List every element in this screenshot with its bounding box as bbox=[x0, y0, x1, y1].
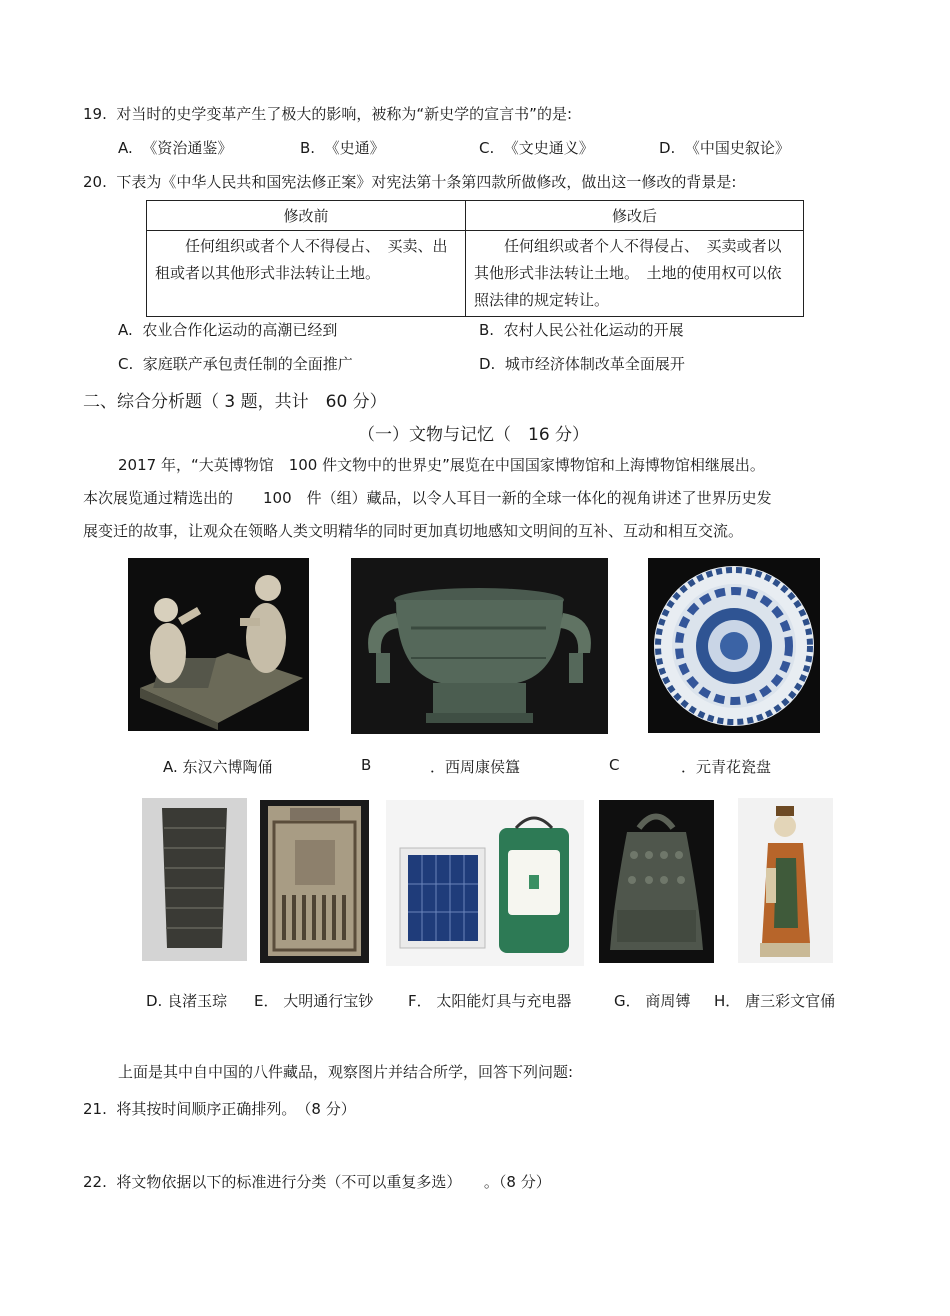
caption-b bbox=[361, 756, 371, 774]
photo-ming-banknote bbox=[260, 800, 369, 963]
intro-line-3: 展变迁的故事，让观众在领略人类文明精华的同时更加真切地感知文明间的互补、互动和相互交流。 bbox=[83, 522, 744, 540]
caption-f bbox=[408, 990, 571, 1011]
caption-letter: F． bbox=[408, 992, 432, 1010]
option-text: 《文史通义》 bbox=[503, 139, 594, 157]
caption-name: 太阳能灯具与充电器 bbox=[436, 992, 572, 1010]
caption-g bbox=[614, 990, 690, 1011]
ming-banknote-image bbox=[260, 800, 369, 963]
solar-lamp-image bbox=[386, 800, 584, 966]
tang-sancai-official-image bbox=[738, 798, 833, 963]
option-letter: A. bbox=[118, 321, 133, 339]
table-header-before: 修改前 bbox=[147, 201, 466, 231]
q22 bbox=[83, 1171, 551, 1192]
caption-c bbox=[609, 756, 619, 774]
option-letter: B. bbox=[479, 321, 495, 339]
jade-cong-image bbox=[142, 798, 247, 961]
caption-letter: B bbox=[361, 756, 372, 774]
option-letter: C. bbox=[479, 139, 495, 157]
caption-name: 商周镈 bbox=[645, 992, 691, 1010]
q20-option-c bbox=[118, 353, 353, 374]
option-letter: B. bbox=[300, 139, 316, 157]
q21 bbox=[83, 1098, 356, 1119]
photo-solar-lamp bbox=[386, 800, 584, 966]
caption-letter: H． bbox=[714, 992, 741, 1010]
caption-name: 大明通行宝钞 bbox=[283, 992, 374, 1010]
q19-text: 对当时的史学变革产生了极大的影响，被称为“新史学的宣言书”的是: bbox=[116, 105, 573, 123]
q20-text: 下表为《中华人民共和国宪法修正案》对宪法第十条第四款所做修改，做出这一修改的背景是: bbox=[116, 173, 737, 191]
option-text: 农村人民公社化运动的开展 bbox=[503, 321, 684, 339]
q20-option-d bbox=[479, 353, 685, 374]
q21-text: 将其按时间顺序正确排列。 （8 分） bbox=[116, 1100, 356, 1118]
option-letter: C. bbox=[118, 355, 134, 373]
option-letter: A. bbox=[118, 139, 133, 157]
q20-option-a bbox=[118, 319, 337, 340]
q19-stem bbox=[83, 103, 572, 124]
caption-name: 良渚玉琮 bbox=[167, 992, 228, 1010]
photo-liubo-figurines bbox=[128, 558, 309, 731]
option-text: 家庭联产承包责任制的全面推广 bbox=[142, 355, 353, 373]
caption-name: 唐三彩文官俑 bbox=[745, 992, 836, 1010]
q19-option-d bbox=[659, 137, 790, 158]
option-letter: D. bbox=[659, 139, 676, 157]
option-text: 农业合作化运动的高潮已经到 bbox=[142, 321, 338, 339]
table-header-after: 修改后 bbox=[466, 201, 804, 231]
liubo-figurines-image bbox=[128, 558, 309, 731]
bo-bell-image bbox=[599, 800, 714, 963]
caption-name: 东汉六博陶俑 bbox=[182, 758, 273, 776]
caption-d bbox=[146, 990, 227, 1011]
intro-line-1: 2017 年，“大英博物馆 100 件文物中的世界史”展览在中国国家博物馆和上海博物馆相继展出。 bbox=[118, 456, 765, 474]
table-cell-before: 任何组织或者个人不得侵占、 买卖、出租或者以其他形式非法转让土地。 bbox=[147, 231, 466, 317]
q22-number: 22. bbox=[83, 1173, 107, 1191]
caption-b-name: ．西周康侯簋 bbox=[430, 758, 521, 776]
caption-letter: E． bbox=[254, 992, 279, 1010]
blue-white-plate-image bbox=[648, 558, 820, 733]
option-text: 《中国史叙论》 bbox=[684, 139, 790, 157]
kanghou-gui-image bbox=[351, 558, 608, 734]
option-letter: D. bbox=[479, 355, 496, 373]
photo-tang-sancai-official bbox=[738, 798, 833, 963]
caption-h bbox=[714, 990, 835, 1011]
artifacts-prompt: 上面是其中自中国的八件藏品，观察图片并结合所学，回答下列问题: bbox=[118, 1063, 574, 1081]
q20-stem bbox=[83, 171, 736, 192]
caption-letter: A. bbox=[163, 758, 178, 776]
option-text: 城市经济体制改革全面展开 bbox=[504, 355, 685, 373]
option-text: 《史通》 bbox=[324, 139, 385, 157]
photo-kanghou-gui bbox=[351, 558, 608, 734]
q19-option-c bbox=[479, 137, 594, 158]
photo-blue-white-plate bbox=[648, 558, 820, 733]
caption-e bbox=[254, 990, 373, 1011]
q20-number: 20. bbox=[83, 173, 107, 191]
amendment-table bbox=[146, 200, 804, 317]
caption-a bbox=[163, 756, 273, 777]
table-cell-after: 任何组织或者个人不得侵占、 买卖或者以其他形式非法转让土地。 土地的使用权可以依照法律的规定转让。 bbox=[466, 231, 804, 317]
photo-bo-bell bbox=[599, 800, 714, 963]
caption-letter: D. bbox=[146, 992, 163, 1010]
q21-number: 21. bbox=[83, 1100, 107, 1118]
intro-line-2: 本次展览通过精选出的 100 件（组）藏品，以令人耳目一新的全球一体化的视角讲述了世界历史发 bbox=[83, 489, 772, 507]
caption-letter: G． bbox=[614, 992, 641, 1010]
q19-number: 19. bbox=[83, 105, 107, 123]
photo-jade-cong bbox=[142, 798, 247, 961]
caption-letter: C bbox=[609, 756, 620, 774]
section-heading: 二、综合分析题（ 3 题，共计 60 分） bbox=[83, 392, 387, 412]
option-text: 《资治通鉴》 bbox=[142, 139, 233, 157]
q20-option-b bbox=[479, 319, 684, 340]
q22-text: 将文物依据以下的标准进行分类（不可以重复多选） 。（8 分） bbox=[116, 1173, 551, 1191]
caption-c-name: ．元青花瓷盘 bbox=[681, 758, 772, 776]
q19-option-a bbox=[118, 137, 232, 158]
q19-option-b bbox=[300, 137, 385, 158]
subsection-heading: （一）文物与记忆（ 16 分） bbox=[358, 425, 590, 445]
